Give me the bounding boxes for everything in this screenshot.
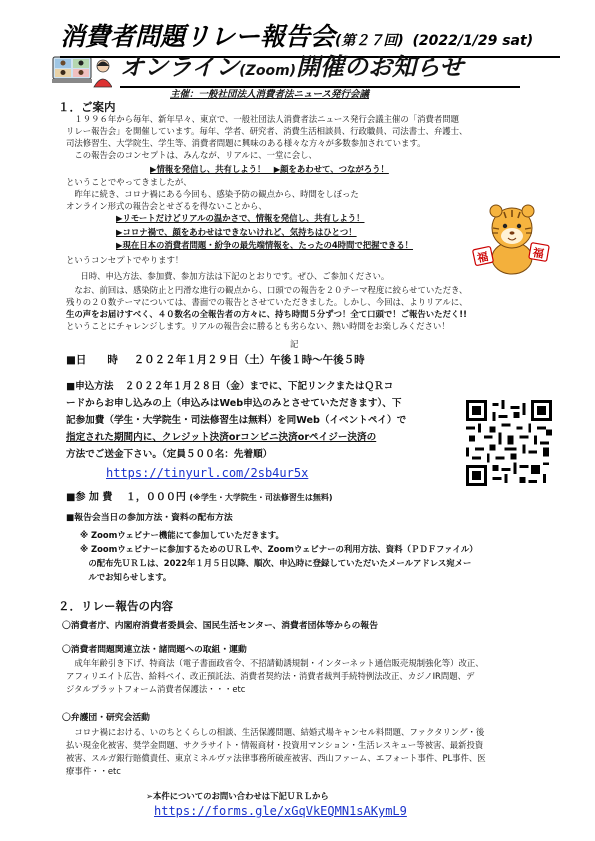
intro-paragraph: [66, 113, 467, 161]
challenge-paragraph: [66, 284, 468, 332]
qr-code-icon[interactable]: [466, 400, 552, 486]
tiger-mascot-icon: [472, 198, 552, 276]
video-conference-icon: [52, 56, 112, 88]
subtitle-online: オンライン: [120, 53, 240, 81]
date-row: [66, 352, 365, 367]
intro-line: リレー報告会」を開催しています。毎年、学者、研究者、消費生活相談員、行政職員、司法書士、弁護士、: [66, 126, 468, 136]
challenge-line: ということにチャレンジします。リアルの報告会に勝るとも劣らない、熱い時間をお楽しみください！: [66, 321, 450, 331]
report-item-body: [66, 726, 486, 778]
report-item-line: コロナ禍における、いのちとくらしの相談、生活保護問題、結婚式場キャンセル料問題、ファクタリング・後: [66, 727, 485, 737]
date-label: ■日 時: [66, 354, 118, 366]
report-item-line: アフィリエイト広告、給料ペイ、改正預託法、消費者契約法・消費者裁判手続特例法改正、カジノIR問題、デ: [66, 671, 475, 681]
report-item-body: [66, 657, 484, 696]
fee-value: １，０００円: [125, 492, 186, 503]
concept-closing: というコンセプトでやります！: [66, 255, 184, 265]
fee-label: ■参 加 費: [66, 492, 113, 503]
fee-row: [66, 488, 332, 503]
report-item-line: ジタルプラットフォーム消費者保護法・・・etc: [66, 684, 246, 694]
subtitle-zoom: (Zoom): [239, 63, 297, 79]
section1-heading: １．ご案内: [58, 100, 116, 114]
intro-line: 司法修習生、大学院生、学生等、消費者問題に興味のある様々な方々が多数参加されています。: [66, 138, 426, 148]
report-item-title: 〇消費者問題関連立法・諸問題への取組・運動: [62, 645, 247, 655]
apply-line: 方法でご送金下さい。（定員５００名：先着順）: [66, 449, 273, 460]
covid-line: 昨年に続き、コロナ禍にある今回も、感染予防の観点から、時間をしぼった: [66, 189, 359, 199]
report-item-title: 〇消費者庁、内閣府消費者委員会、国民生活センター、消費者団体等からの報告: [62, 621, 378, 631]
challenge-line: なお、前回は、感染防止と円滑な進行の観点から、口頭での報告を２０テーマ程度に絞らせていただき、: [66, 285, 468, 295]
report-item-line: 被害、スルガ銀行賠償責任、東京ミネルヴァ法律事務所破産被害、西山ファーム、エフォート事件、PL事件、医: [66, 753, 486, 763]
event-date-badge: (2022/1/29 sat): [412, 33, 534, 49]
method-line: ルでお知らせします。: [80, 572, 172, 582]
method-notes: [80, 528, 478, 584]
challenge-line-bold: 生の声をお届けすべく、４０数名の全報告者の方々に、持ち時間５分ずつ！全て口頭で！ご報告いただく!!: [66, 309, 467, 319]
event-edition: (第２７回): [335, 33, 404, 49]
guide-paragraph: 日時、申込方法、参加費、参加方法は下記のとおりです。ぜひ、ご参加ください。: [72, 271, 390, 281]
contact-url-link[interactable]: https://forms.gle/xGqVkEQMN1sAKymL9: [154, 804, 407, 818]
tiger-sign-text: 福: [476, 250, 490, 266]
report-item-line: 療事件・・etc: [66, 766, 121, 776]
fee-note: (※学生・大学院生・司法修習生は無料): [189, 493, 333, 502]
apply-line: 指定された期間内に、クレジット決済orコンビニ決済orペイジー決済の: [66, 432, 377, 443]
contact-note: ➢本件についてのお問い合わせは下記ＵＲＬから: [146, 791, 329, 801]
apply-url-link[interactable]: https://tinyurl.com/2sb4ur5x: [106, 466, 309, 480]
intro-line: この報告会のコンセプトは、みんなが、リアルに、一堂に会し、: [66, 150, 317, 160]
method-line: ※ Zoomウェビナーに参加するためのＵＲＬや、Zoomウェビナーの利用方法、資料（ＰＤＦファイル）: [80, 544, 478, 554]
concept-bullets: [116, 212, 413, 253]
apply-line: 記参加費（学生・大学院生・司法修習生は無料）を同Web（イベントペイ）で: [66, 415, 407, 426]
covid-line: オンライン形式の報告会とせざるを得ないことから、: [66, 201, 267, 211]
method-line: の配布先ＵＲＬは、2022年１月５日以降、順次、申込時に登録していただいたメールアドレス宛メー: [80, 558, 472, 568]
method-heading: ■報告会当日の参加方法・資料の配布方法: [66, 513, 233, 523]
report-item-line: 成年年齢引き下げ、特商法（電子書面政省令、不招請勧誘規制・インターネット通信販売規制強化等）改正、: [66, 658, 484, 668]
event-subtitle: [120, 52, 520, 88]
apply-label: ■申込方法: [66, 381, 114, 392]
challenge-line: 残りの２０数テーマについては、書面での報告とさせていただきました。しかし、今回は、よりリアルに、: [66, 297, 468, 307]
ki-mark: 記: [290, 339, 299, 349]
concept-bullet: ▶コロナ禍で、顔をあわせはできないけれど、気持ちはひとつ！: [116, 226, 357, 237]
sponsor-line: 主催：一般社団法人消費者法ニュース発行会議: [170, 89, 370, 100]
apply-line: ２０２２年１月２８日（金）までに、下記リンクまたはＱＲコ: [124, 381, 394, 392]
concept-bullet: ▶現在日本の消費者問題・紛争の最先端情報を、たったの4時間で把握できる！: [116, 240, 414, 250]
concept-bullet: ▶リモートだけどリアルの温かさで、情報を発信し、共有しよう！: [116, 213, 365, 223]
report-item-line: 払い現金化被害、奨学金問題、サクラサイト・情報商材・投資用マンション・生活レスキュー等被害、最新投資: [66, 740, 484, 750]
event-title-main: 消費者問題リレー報告会: [60, 22, 336, 51]
covid-paragraph: [66, 188, 359, 212]
apply-block: [66, 378, 406, 463]
tiger-sign-text: 福: [531, 246, 545, 261]
apply-line: ードからお申し込みの上（申込みはWeb申込のみとさせていただきます）、下: [66, 398, 402, 409]
date-value: ２０２２年１月２９日（土）午後１時～午後５時: [133, 354, 365, 366]
section2-heading: ２．リレー報告の内容: [58, 599, 173, 613]
report-item-title: 〇弁護団・研究会活動: [62, 713, 150, 723]
concept-slogan: ▶情報を発信し、共有しよう！ ▶顔をあわせて、つながろう！: [150, 164, 389, 174]
intro-line: １９９６年から毎年、新年早々、東京で、一般社団法人消費者法ニュース発行会議主催の「消費者問題: [66, 114, 460, 124]
concept-followup: ということでやってきましたが、: [66, 177, 192, 187]
method-line: ※ Zoomウェビナー機能にて参加していただきます。: [80, 530, 284, 540]
subtitle-notice: 開催のお知らせ: [296, 53, 464, 81]
